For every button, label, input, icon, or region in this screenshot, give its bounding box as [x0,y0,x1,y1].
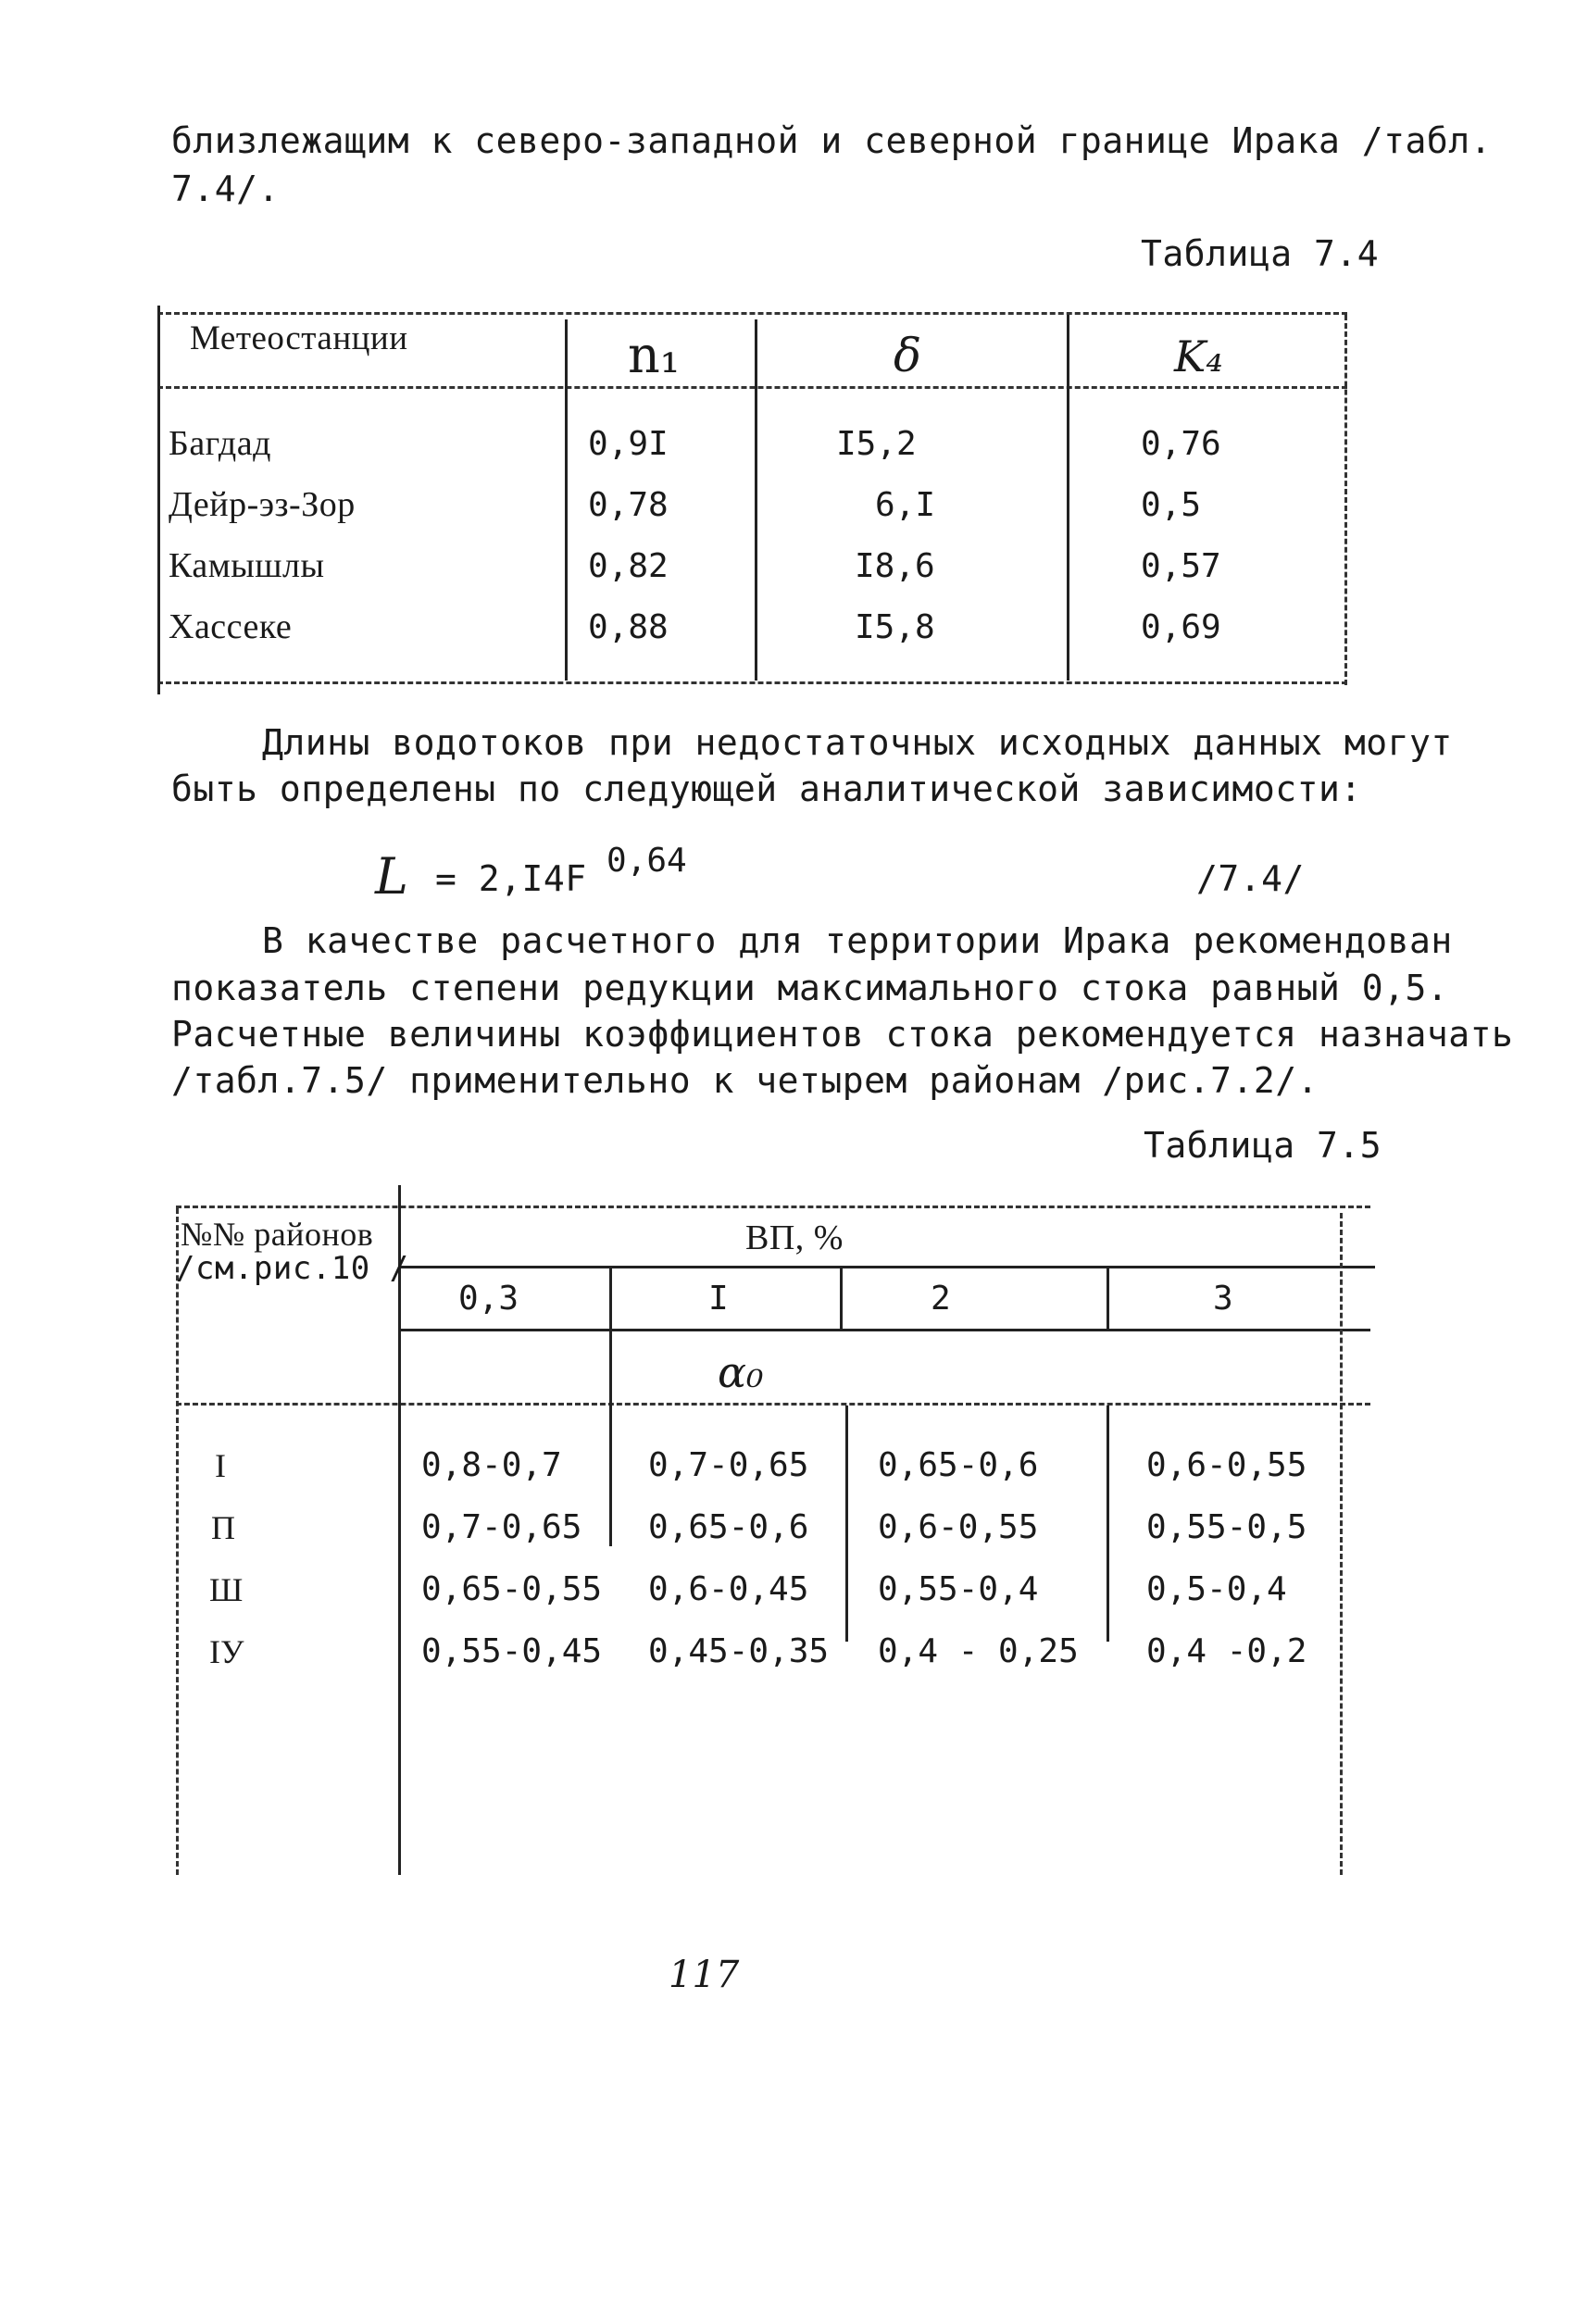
table-7-4-caption: Таблица 7.4 [1141,233,1380,274]
table-col-header: 3 [1213,1280,1233,1318]
table-header-stations: Метеостанции [190,319,408,357]
table-cell: 0,65-0,6 [648,1508,809,1546]
table-group-header: ВП, % [745,1218,844,1257]
table-cell: 0,55-0,45 [421,1632,603,1670]
table-cell: Ш [209,1571,244,1608]
paragraph-line: быть определены по следующей аналитической зависимости: [171,768,1362,809]
table-cell: 0,5 [1141,486,1202,524]
table-cell: 0,9I [588,425,669,463]
table-cell: 0,69 [1141,608,1221,646]
table-cell: 0,88 [588,608,669,646]
table-cell: 0,7-0,65 [421,1508,582,1546]
table-cell: 0,65-0,6 [878,1446,1039,1484]
alpha-symbol: α₀ [718,1347,764,1397]
table-cell: 0,55-0,4 [878,1570,1039,1608]
table-rowhead: /см.рис.10 / [176,1250,409,1287]
table-cell: П [211,1509,235,1546]
table-cell: 0,55-0,5 [1146,1508,1307,1546]
paragraph-line: В качестве расчетного для территории Ирака рекомендован [262,920,1453,961]
paragraph-line: /табл.7.5/ применительно к четырем районам /рис.7.2/. [171,1060,1319,1101]
paragraph-line: 7.4/. [171,169,280,209]
table-cell: 0,57 [1141,547,1221,585]
table-cell: 0,65-0,55 [421,1570,603,1608]
table-7-5-caption: Таблица 7.5 [1144,1125,1382,1166]
table-cell: 0,8-0,7 [421,1446,562,1484]
page-number: 117 [669,1954,740,1996]
table-cell: Хассеке [169,607,293,646]
table-cell: I5,2 [836,425,917,463]
table-col-header: I [708,1280,729,1318]
formula-exponent: 0,64 [606,842,687,880]
formula-lhs: L [375,847,408,906]
table-cell: 0,78 [588,486,669,524]
table-cell: 0,76 [1141,425,1221,463]
formula-number: /7.4/ [1196,858,1305,899]
table-cell: 0,4 -0,2 [1146,1632,1307,1670]
formula-rhs: = 2,I4F [435,858,587,899]
table-header-k4: K₄ [1174,331,1223,381]
table-cell: Багдад [169,424,271,463]
table-col-header: 2 [931,1280,951,1318]
table-cell: I8,6 [855,547,935,585]
table-cell: 6,I [875,486,936,524]
paragraph-line: Расчетные величины коэффициентов стока рекомендуется назначать [171,1014,1514,1055]
table-cell: I5,8 [855,608,935,646]
paragraph-line: показатель степени редукции максимального стока равный 0,5. [171,968,1449,1008]
paragraph-line: Длины водотоков при недостаточных исходных данных могут [262,722,1453,763]
table-cell: 0,6-0,55 [878,1508,1039,1546]
table-header-n1: n₁ [628,326,681,384]
table-cell: Камышлы [169,546,325,585]
table-cell: Дейр-эз-Зор [169,485,356,524]
table-cell: 0,6-0,45 [648,1570,809,1608]
table-header-delta: δ [894,329,922,382]
table-cell: 0,6-0,55 [1146,1446,1307,1484]
table-rowhead: №№ районов [181,1216,374,1253]
table-cell: 0,4 - 0,25 [878,1632,1079,1670]
table-cell: 0,7-0,65 [648,1446,809,1484]
paragraph-line: близлежащим к северо-западной и северной границе Ирака /табл. [171,120,1493,161]
table-cell: 0,45-0,35 [648,1632,830,1670]
table-col-header: 0,3 [458,1280,519,1318]
table-cell: IУ [209,1633,244,1670]
table-cell: 0,82 [588,547,669,585]
table-cell: 0,5-0,4 [1146,1570,1287,1608]
table-cell: I [215,1447,226,1484]
